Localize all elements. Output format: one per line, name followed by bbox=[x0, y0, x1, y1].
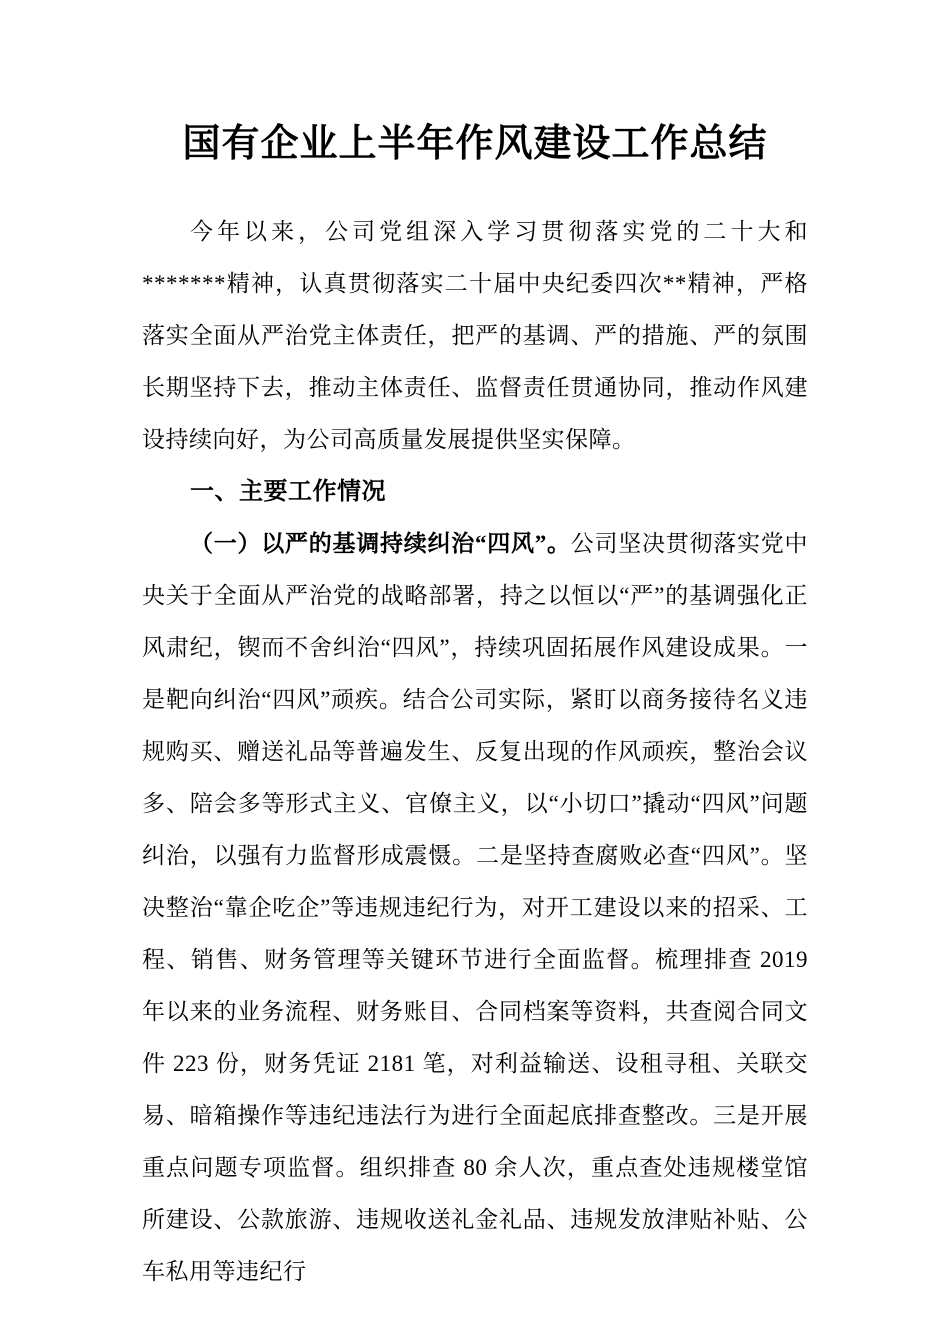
subsection-1-lead: （一）以严的基调持续纠治“四风”。 bbox=[190, 531, 571, 556]
document-title: 国有企业上半年作风建设工作总结 bbox=[182, 120, 768, 165]
paragraph-intro: 今年以来，公司党组深入学习贯彻落实党的二十大和 *******精神，认真贯彻落实二十届中央纪委四次**精神，严格落实全面从严治党主体责任，把严的基调、严的措施、严的氛围长期坚持下去，推动主体责任、监督责任贯通协同，推动作风建设持续向好，为公司高质量发展提供坚实保障。 bbox=[142, 219, 808, 452]
section-1-heading: 一、主要工作情况 bbox=[190, 478, 386, 505]
paragraph-subsection-1 bbox=[142, 518, 808, 1298]
subsection-1-text: 公司坚决贯彻落实党中央关于全面从严治党的战略部署，持之以恒以“严”的基调强化正风肃纪，锲而不舍纠治“四风”，持续巩固拓展作风建设成果。一是靶向纠治“四风”顽疾。结合公司实际，紧盯以商务接待名义违规购买、赠送礼品等普遍发生、反复出现的作风顽疾，整治会议多、陪会多等形式主义、官僚主义，以“小切口”撬动“四风”问题纠治，以强有力监督形成震慑。二是坚持查腐败必查“四风”。坚决整治“靠企吃企”等违规违纪行为，对开工建设以来的招采、工程、销售、财务管理等关键环节进行全面监督。梳理排查 2019 年以来的业务流程、财务账目、合同档案等资料，共查阅合同文件 223 份，财务凭证 2181 笔，对利益输送、设租寻租、关联交易、暗箱操作等违纪违法行为进行全面起底排查整改。三是开展重点问题专项监督。组织排查 80 余人次，重点查处违规楼堂馆所建设、公款旅游、违规收送礼金礼品、违规发放津贴补贴、公车私用等违纪行 bbox=[142, 531, 808, 1284]
